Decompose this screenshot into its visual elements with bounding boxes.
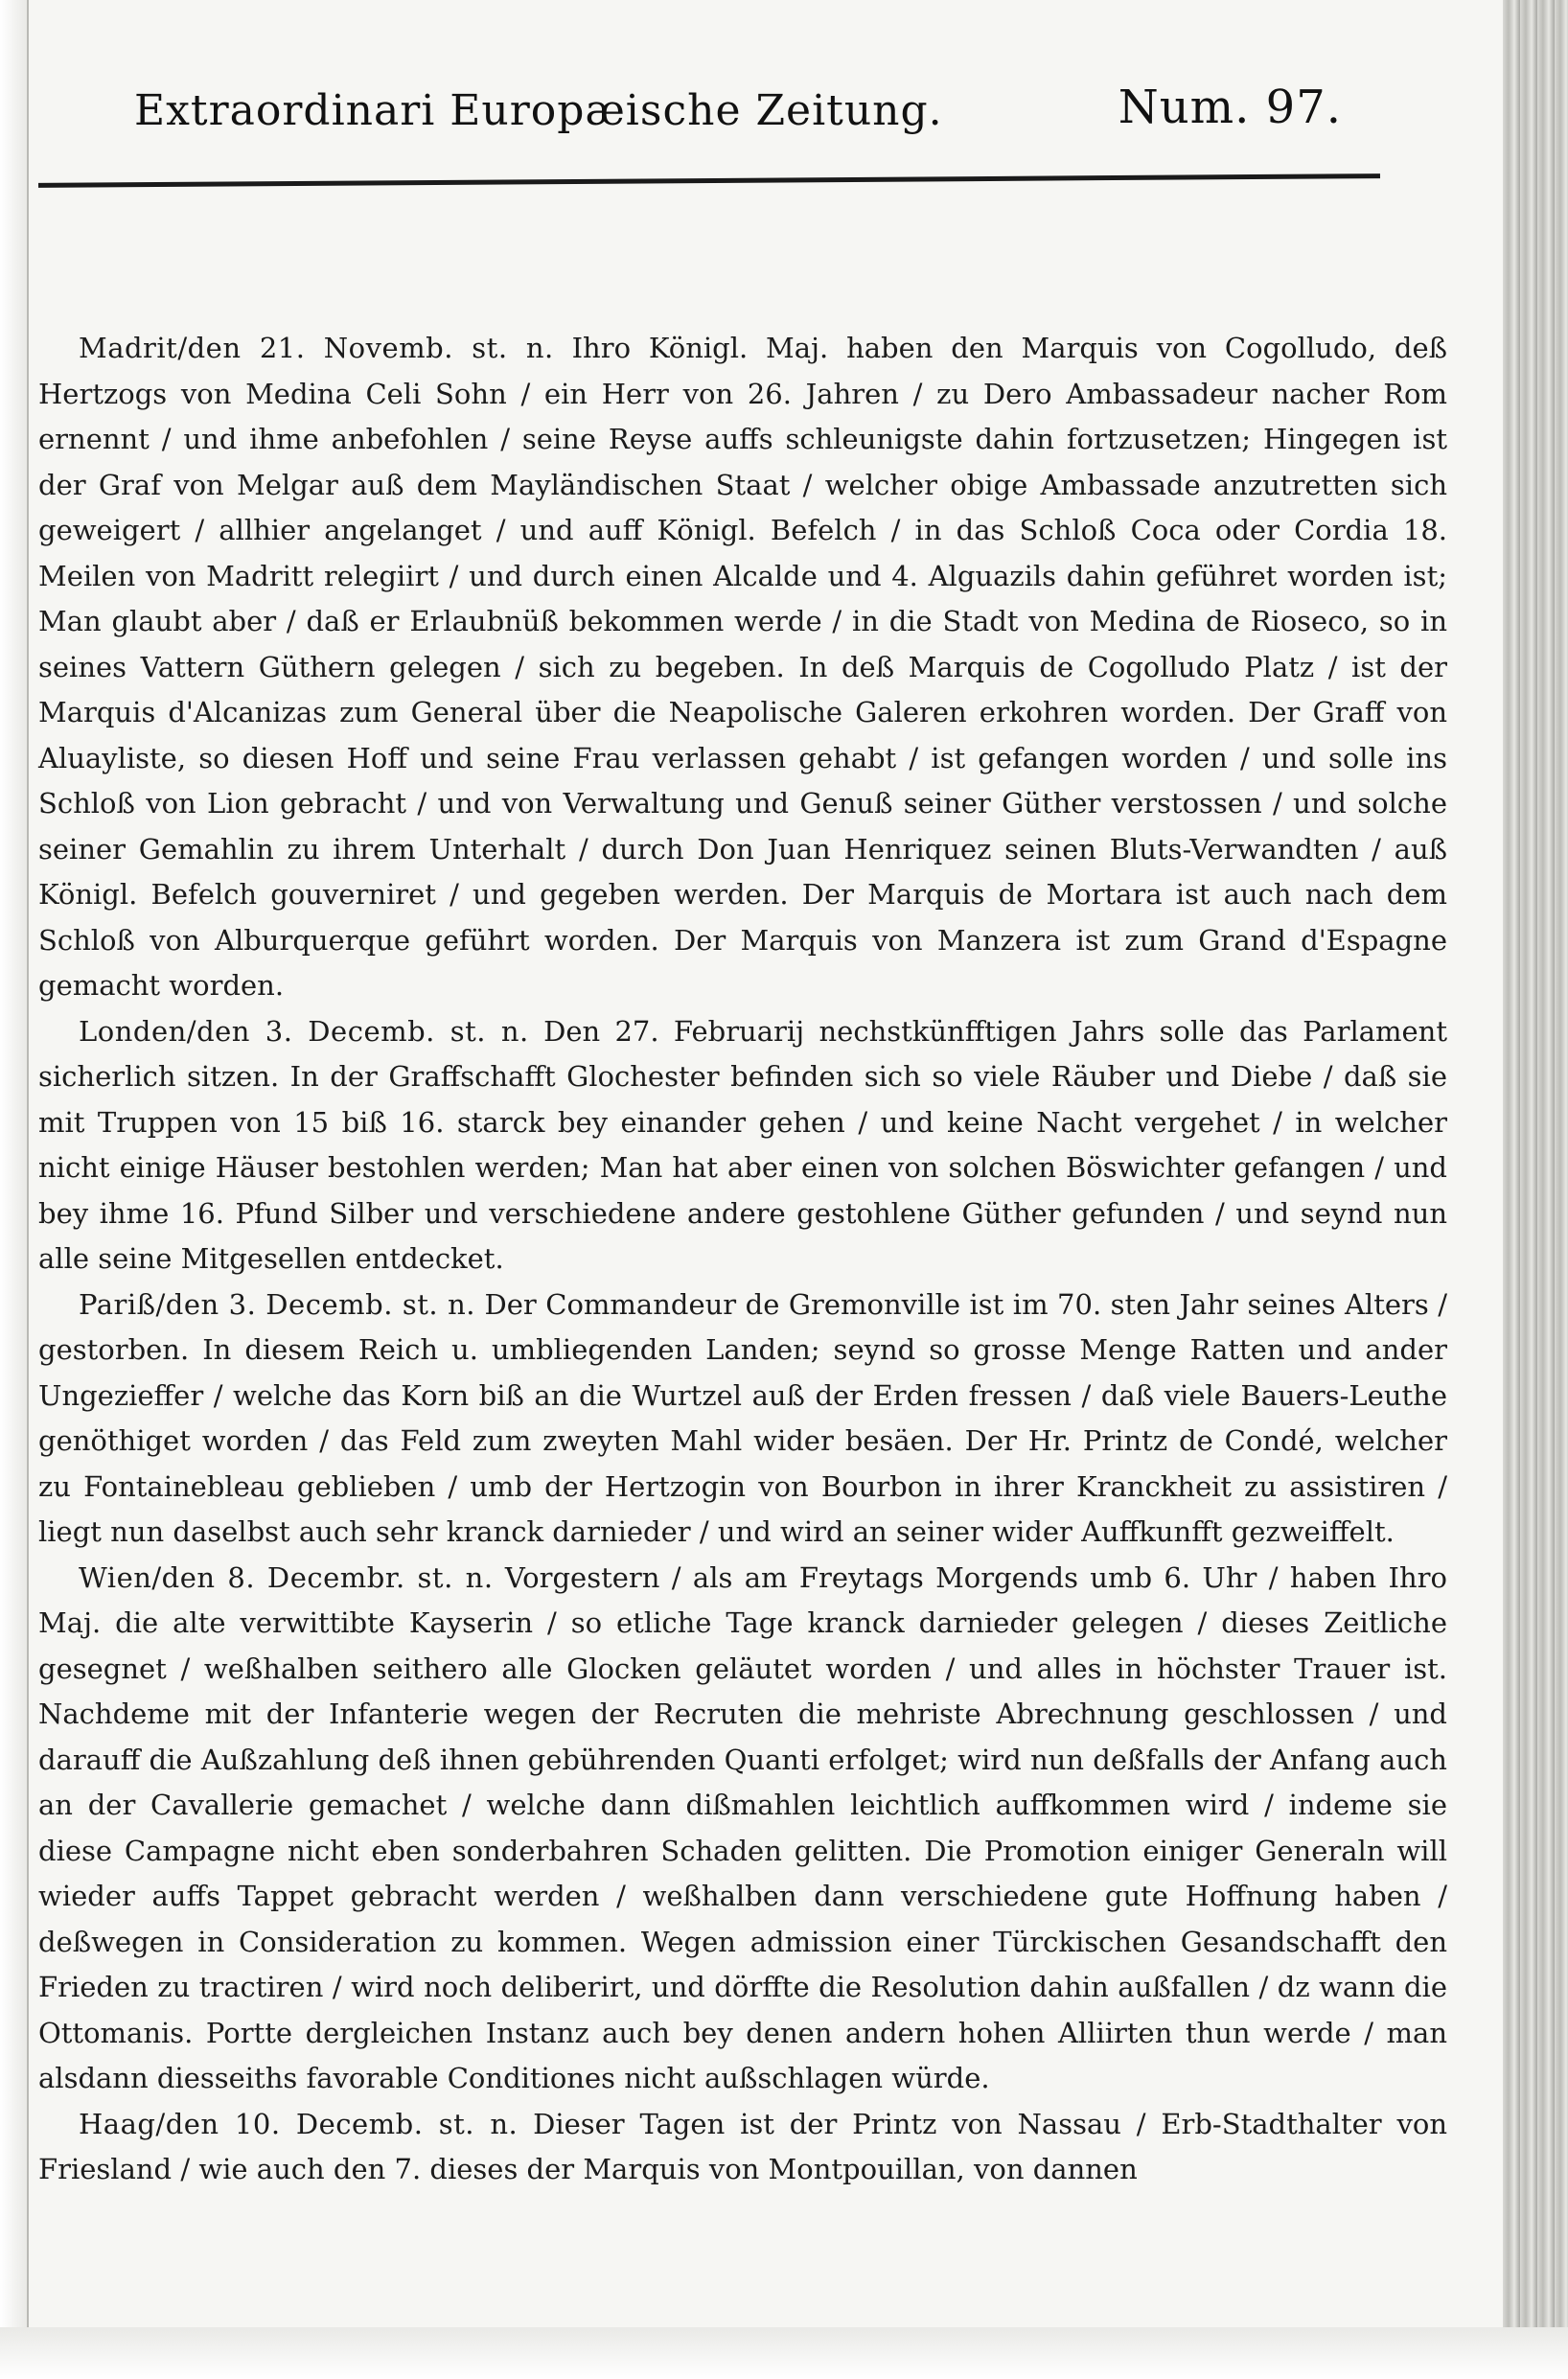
article-wien [38,1556,1447,2102]
article-body [38,326,1447,2195]
article-text: Vorgestern / als am Freytags Morgends umb 6. Uhr / haben Ihro Maj. die alte verwittibte Kayserin / so etliche Tage kranck darnieder gelegen / dieses Zeitliche gesegnet / weßhalben seithero alle Glocken geläutet worden / und alles in höchster Trauer ist. Nachdeme mit der Infanterie wegen der Recruten die mehriste Abrechnung geschlossen / und darauff die Außzahlung deß ihnen gebührenden Quanti erfolget; wird nun deßfalls der Anfang auch an der Cavallerie gemachet / welche dann dißmahlen leichtlich auffkommen wird / indeme sie diese Campagne nicht eben sonderbahren Schaden gelitten. Die Promotion einiger Generaln will wieder auffs Tappet gebracht werden / weßhalben dann verschiedene gute Hoffnung haben / deßwegen in Consideration zu kommen. Wegen admission einer Türckischen Gesandschafft den Frieden zu tractiren / wird noch deliberirt, und dörffte die Resolution dahin außfallen / dz wann die Ottomanis. Portte dergleichen Instanz auch bey denen andern hohen Alliirten thun werde / man alsdann diesseiths favorable Conditiones nicht außschlagen würde. [38,1560,1447,2094]
header-rule [38,173,1380,188]
issue-number: Num. 97. [1118,81,1342,134]
article-haag [38,2102,1447,2193]
article-text: Dieser Tagen ist der Printz von Nassau / Erb-Stadthalter von Friesland / wie auch den 7. dieses der Marquis von Montpouillan, von dannen [38,2107,1448,2185]
dateline: Pariß/den 3. Decemb. st. n. [79,1287,476,1321]
masthead [134,67,1361,153]
dateline: Londen/den 3. Decemb. st. n. [79,1014,529,1048]
article-text: Den 27. Februarij nechstkünfftigen Jahrs solle das Parlament sicherlich sitzen. In der Graffschafft Glochester befinden sich so viele Räuber und Diebe / daß sie mit Truppen von 15 biß 16. starck bey einander gehen / und keine Nacht vergehet / in welcher nicht einige Häuser bestohlen werden; Man hat aber einen von solchen Böswichter gefangen / und bey ihme 16. Pfund Silber und verschiedene andere gestohlene Güther gefunden / und seynd nun alle seine Mitgesellen entdecket. [38,1014,1448,1275]
page-edge-bottom [0,2327,1568,2379]
newspaper-title: Extraordinari Europæische Zeitung. [134,86,943,135]
page-edge-right [1503,0,1568,2379]
article-text: Der Commandeur de Gremonville ist im 70. sten Jahr seines Alters / gestorben. In diesem Reich u. umbliegenden Landen; seynd so grosse Menge Ratten und ander Ungezieffer / welche das Korn biß an die Wurtzel auß der Erden fressen / daß viele Bauers-Leuthe genöthiget worden / das Feld zum zweyten Mahl wider besäen. Der Hr. Printz de Condé, welcher zu Fontainebleau geblieben / umb der Hertzogin von Bourbon in ihrer Kranckheit zu assistiren / liegt nun daselbst auch sehr kranck darnieder / und wird an seiner wider Auffkunfft gezweiffelt. [38,1287,1447,1548]
dateline: Madrit/den 21. Novemb. st. n. [79,332,554,364]
article-madrit [38,326,1447,1009]
page-edge-left [0,0,29,2379]
dateline: Haag/den 10. Decemb. st. n. [79,2107,519,2140]
article-paris [38,1282,1447,1556]
article-text: Ihro Königl. Maj. haben den Marquis von Cogolludo, deß Hertzogs von Medina Celi Sohn / ein Herr von 26. Jahren / zu Dero Ambassadeur nacher Rom ernennt / und ihme anbefohlen / seine Reyse auffs schleunigste dahin fortzusetzen; Hingegen ist der Graf von Melgar auß dem Mayländischen Staat / welcher obige Ambassade anzutretten sich geweigert / allhier angelanget / und auff Königl. Befelch / in das Schloß Coca oder Cordia 18. Meilen von Madritt relegiirt / und durch einen Alcalde und 4. Alguazils dahin geführet worden ist; Man glaubt aber / daß er Erlaubnüß bekommen werde / in die Stadt von Medina de Rioseco, so in seines Vattern Güthern gelegen / sich zu begeben. In deß Marquis de Cogolludo Platz / ist der Marquis d'Alcanizas zum General über die Neapolische Galeren erkohren worden. Der Graff von Aluayliste, so diesen Hoff und seine Frau verlassen gehabt / ist gefangen worden / und solle ins Schloß von Lion gebracht / und von Verwaltung und Genuß seiner Güther verstossen / und solche seiner Gemahlin zu ihrem Unterhalt / durch Don Juan Henriquez seinen Bluts-Verwandten / auß Königl. Befelch gouverniret / und gegeben werden. Der Marquis de Mortara ist auch nach dem Schloß von Alburquerque geführt worden. Der Marquis von Manzera ist zum Grand d'Espagne gemacht worden. [38,332,1447,1002]
article-londen [38,1009,1447,1282]
dateline: Wien/den 8. Decembr. st. n. [79,1560,494,1594]
